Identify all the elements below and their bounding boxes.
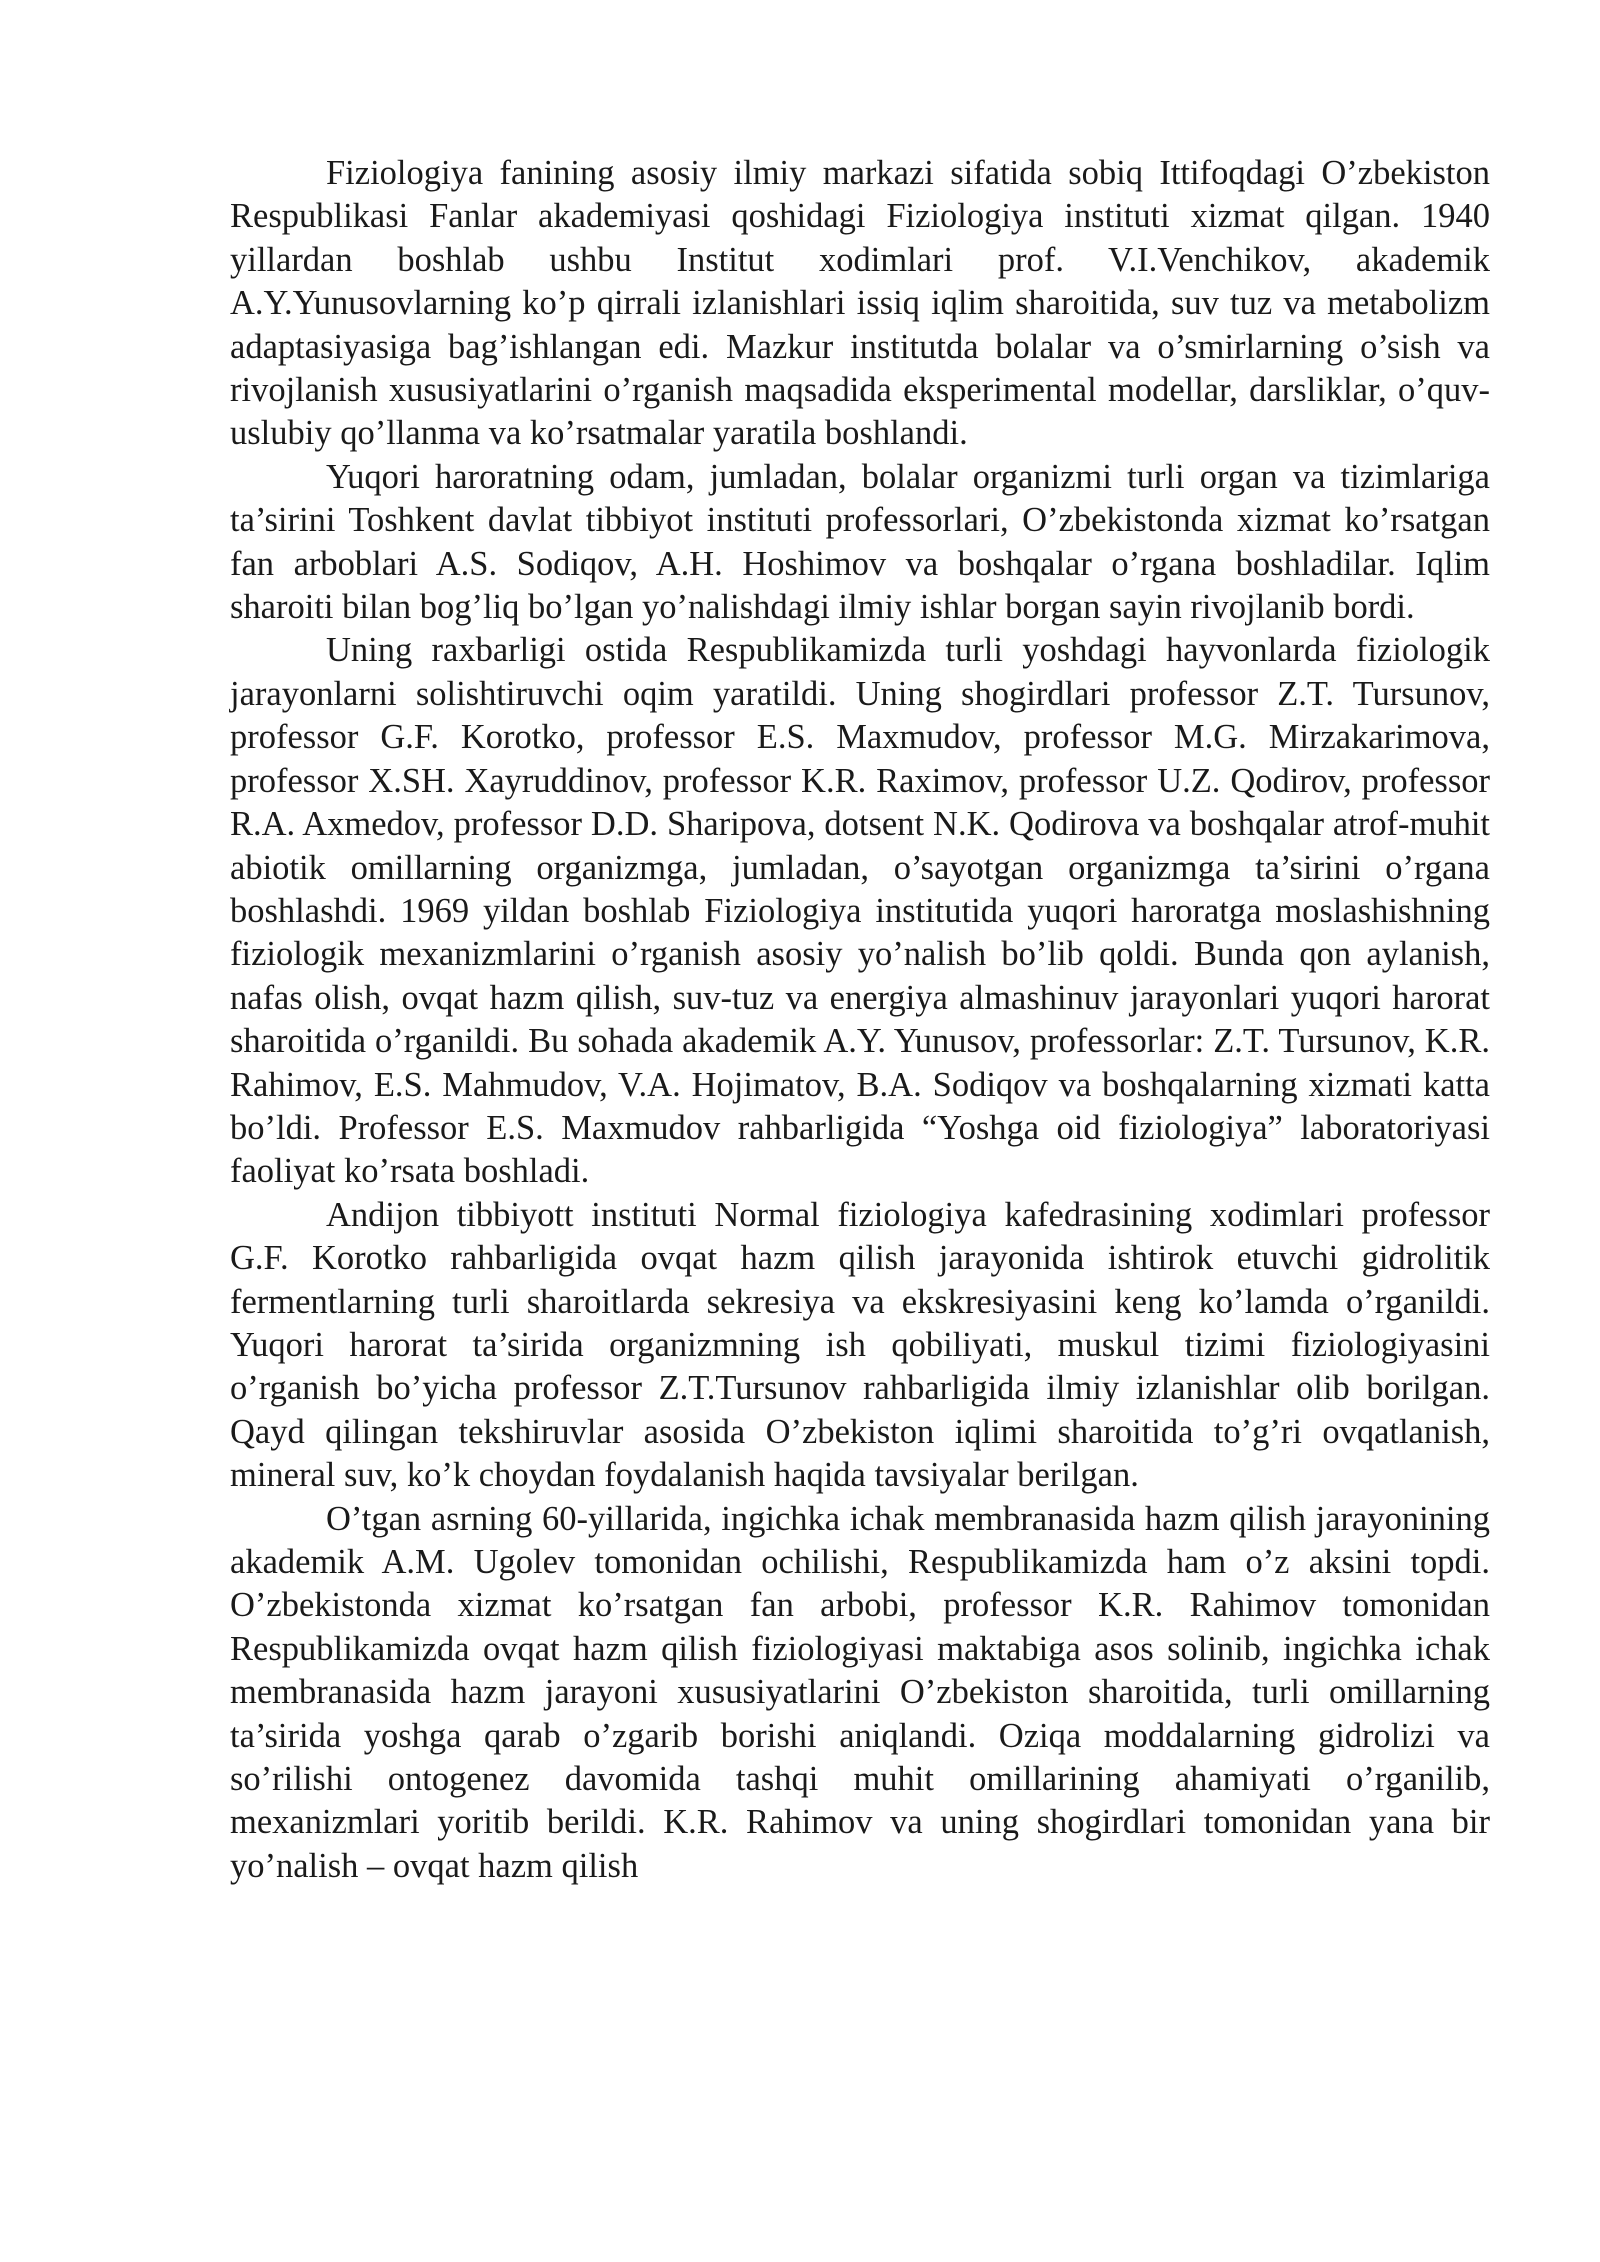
paragraph-physiology-institute: Fiziologiya fanining asosiy ilmiy markazi sifatida sobiq Ittifoqdagi O’zbekiston Respublikasi Fanlar akademiyasi qoshidagi Fiziologiya instituti xizmat qilgan. 1940 yillardan boshlab ushbu Institut xodimlari prof. V.I.Venchikov, akademik A.Y.Yunusovlarning ko’p qirrali izlanishlari issiq iqlim sharoitida, suv tuz va metabolizm adaptasiyasiga bag’ishlangan edi. Mazkur institutda bolalar va o’smirlarning o’sish va rivojlanish xususiyatlarini o’rganish maqsadida eksperimental modellar, darsliklar, o’quv-uslubiy qo’llanma va ko’rsatmalar yaratila boshlandi. — [230, 154, 1490, 453]
paragraph-research-school: Uning raxbarligi ostida Respublikamizda turli yoshdagi hayvonlarda fiziologik jarayonlarni solishtiruvchi oqim yaratildi. Uning shogirdlari professor Z.T. Tursunov, professor G.F. Korotko, professor E.S. Maxmudov, professor M.G. Mirzakarimova, professor X.SH. Xayruddinov, professor K.R. Raximov, professor U.Z. Qodirov, professor R.A. Axmedov, professor D.D. Sharipova, dotsent N.K. Qodirova va boshqalar atrof-muhit abiotik omillarning organizmga, jumladan, o’sayotgan organizmga ta’sirini o’rgana boshlashdi. 1969 yildan boshlab Fiziologiya institutida yuqori haroratga moslashishning fiziologik mexanizmlarini o’rganish asosiy yo’nalish bo’lib qoldi. Bunda qon aylanish, nafas olish, ovqat hazm qilish, suv-tuz va energiya almashinuv jarayonlari yuqori harorat sharoitida o’rganildi. Bu sohada akademik A.Y. Yunusov, professorlar: Z.T. Tursunov, K.R. Rahimov, E.S. Mahmudov, V.A. Hojimatov, B.A. Sodiqov va boshqalarning xizmati katta bo’ldi. Professor E.S. Maxmudov rahbarligida “Yoshga oid fiziologiya” laboratoriyasi faoliyat ko’rsata boshladi. — [230, 631, 1490, 1191]
paragraph-membrane-digestion: O’tgan asrning 60-yillarida, ingichka ichak membranasida hazm qilish jarayonining akademik A.M. Ugolev tomonidan ochilishi, Respublikamizda ham o’z aksini topdi. O’zbekistonda xizmat ko’rsatgan fan arbobi, professor K.R. Rahimov tomonidan Respublikamizda ovqat hazm qilish fiziologiyasi maktabiga asos solinib, ingichka ichak membranasida hazm jarayoni xususiyatlarini O’zbekiston sharoitida, turli omillarning ta’sirida yoshga qarab o’zgarib borishi aniqlandi. Oziqa moddalarning gidrolizi va so’rilishi ontogenez davomida tashqi muhit omillarining ahamiyati o’rganilib, mexanizmlari yoritib berildi. K.R. Rahimov va uning shogirdlari tomonidan yana bir yo’nalish – ovqat hazm qilish — [230, 1499, 1490, 1885]
paragraph-high-temperature: Yuqori haroratning odam, jumladan, bolalar organizmi turli organ va tizimlariga ta’sirini Toshkent davlat tibbiyot instituti professorlari, O’zbekistonda xizmat ko’rsatgan fan arboblari A.S. Sodiqov, A.H. Hoshimov va boshqalar o’rgana boshladilar. Iqlim sharoiti bilan bog’liq bo’lgan yo’nalishdagi ilmiy ishlar borgan sayin rivojlanib bordi. — [230, 457, 1490, 627]
paragraph-andijan-institute: Andijon tibbiyott instituti Normal fiziologiya kafedrasining xodimlari professor G.F. Korotko rahbarligida ovqat hazm qilish jarayonida ishtirok etuvchi gidrolitik fermentlarning turli sharoitlarda sekresiya va ekskresiyasini keng ko’lamda o’rganildi. Yuqori harorat ta’sirida organizmning ish qobiliyati, muskul tizimi fiziologiyasini o’rganish bo’yicha professor Z.T.Tursunov rahbarligida ilmiy izlanishlar olib borilgan. Qayd qilingan tekshiruvlar asosida O’zbekiston iqlimi sharoitida to’g’ri ovqatlanish, mineral suv, ko’k choydan foydalanish haqida tavsiyalar berilgan. — [230, 1195, 1490, 1495]
body-text — [230, 152, 1490, 1888]
